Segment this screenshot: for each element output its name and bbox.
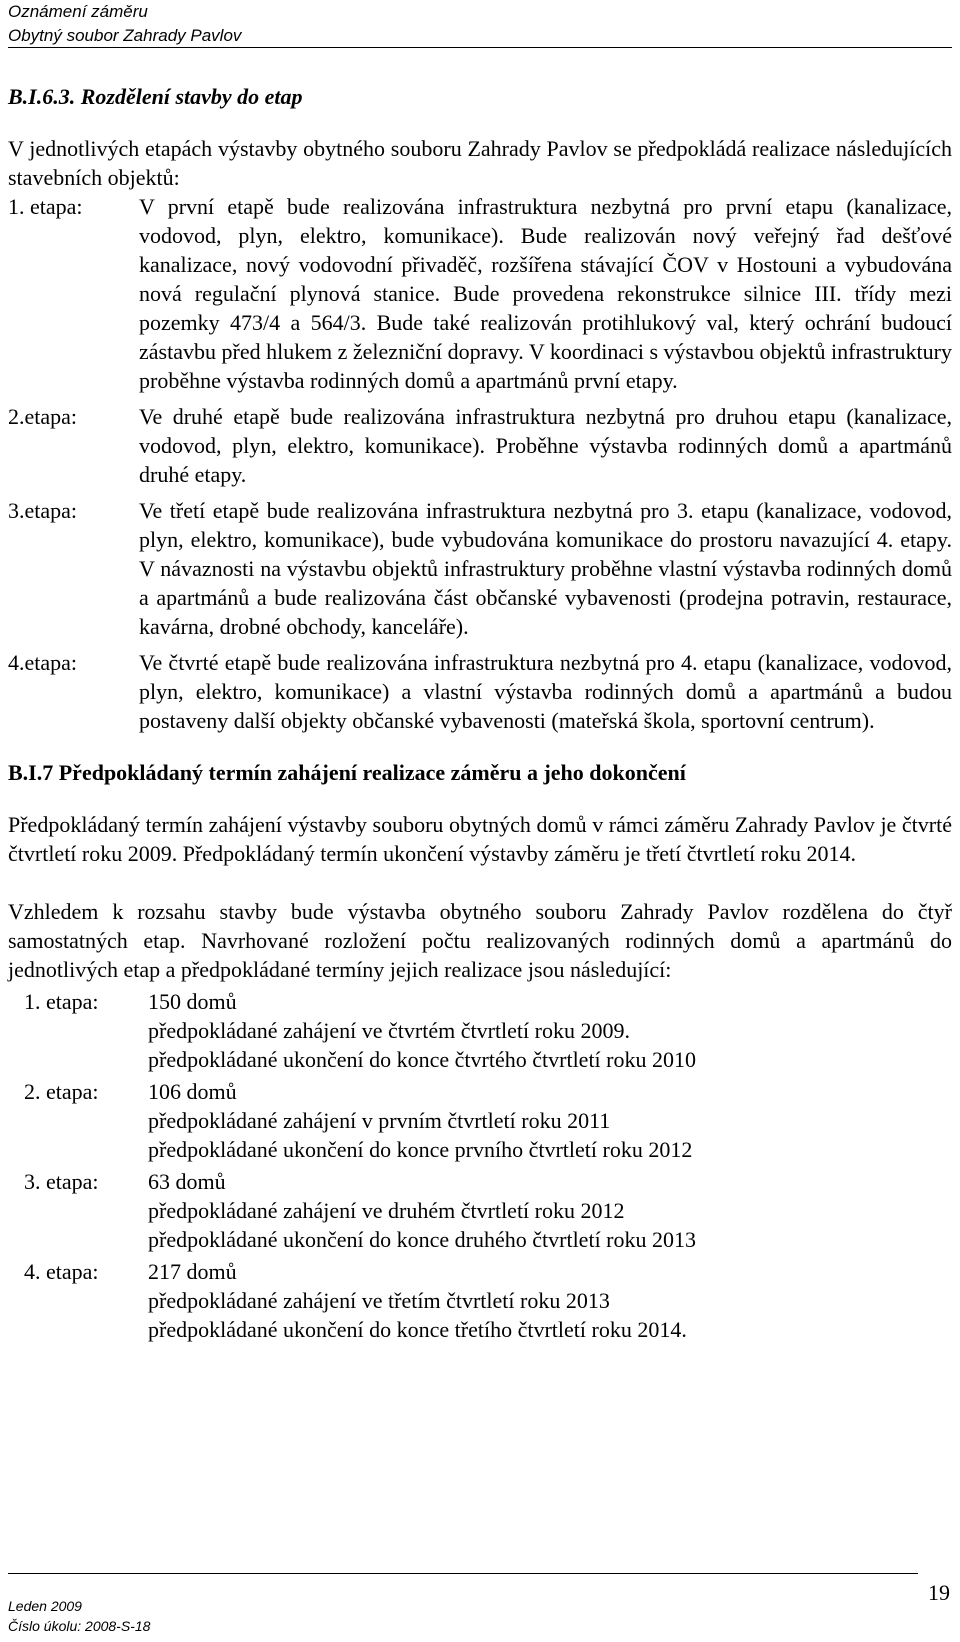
etapa-label: 4.etapa: (8, 650, 78, 675)
section-heading-b-i-6-3: B.I.6.3. Rozdělení stavby do etap (8, 84, 303, 109)
schedule-label: 3. etapa: (24, 1169, 99, 1194)
schedule-end: předpokládané ukončení do konce třetího čtvrtletí roku 2014. (148, 1317, 687, 1342)
footer-task-number: Číslo úkolu: 2008-S-18 (8, 1618, 151, 1634)
schedule-count: 63 domů (148, 1169, 226, 1194)
etapa-label: 3.etapa: (8, 498, 78, 523)
etapa-item (8, 496, 952, 641)
etapa-item (8, 192, 952, 395)
schedule-count: 150 domů (148, 989, 237, 1014)
header-line-1: Oznámení záměru (8, 2, 148, 21)
schedule-end: předpokládané ukončení do konce prvního čtvrtletí roku 2012 (148, 1137, 693, 1162)
schedule-start: předpokládané zahájení v prvním čtvrtletí roku 2011 (148, 1108, 611, 1133)
section-intro: V jednotlivých etapách výstavby obytného souboru Zahrady Pavlov se předpokládá realizace následujících stavebních objektů: (8, 136, 952, 190)
schedule-start: předpokládané zahájení ve třetím čtvrtletí roku 2013 (148, 1288, 610, 1313)
schedule-start: předpokládané zahájení ve čtvrtém čtvrtletí roku 2009. (148, 1018, 630, 1043)
schedule-end: předpokládané ukončení do konce druhého čtvrtletí roku 2013 (148, 1227, 697, 1252)
etapa-text: Ve čtvrté etapě bude realizována infrastruktura nezbytná pro 4. etapu (kanalizace, vodovod, plyn, elektro, komunikace) a vlastní výstavba rodinných domů a apartmánů a budou postaveny další objekty občanské vybavenosti (mateřská škola, sportovní centrum). (139, 650, 952, 733)
etapa-label: 2.etapa: (8, 404, 78, 429)
schedule-label: 4. etapa: (24, 1259, 99, 1284)
footer-rule (8, 1573, 918, 1574)
schedule-item (8, 1167, 952, 1254)
header-rule (8, 47, 952, 48)
page-number: 19 (928, 1580, 950, 1605)
footer-date: Leden 2009 (8, 1598, 82, 1614)
schedule-start: předpokládané zahájení ve druhém čtvrtletí roku 2012 (148, 1198, 625, 1223)
etapa-text: V první etapě bude realizována infrastruktura nezbytná pro první etapu (kanalizace, vodovod, plyn, elektro, komunikace). Bude realizován nový veřejný řad dešťové kanalizace, nový vodovodní přivaděč, rozšířena stávající ČOV v Hostouni a vybudována nová regulační plynová stanice. Bude provedena rekonstrukce silnice III. třídy mezi pozemky 473/4 a 564/3. Bude také realizován protihlukový val, který ochrání budoucí zástavbu před hlukem z železniční dopravy. V koordinaci s výstavbou objektů infrastruktury proběhne výstavba rodinných domů a apartmánů první etapy. (139, 194, 952, 393)
etapa-item (8, 402, 952, 489)
paragraph-term: Předpokládaný termín zahájení výstavby souboru obytných domů v rámci záměru Zahrady Pavlov je čtvrté čtvrtletí roku 2009. Předpokládaný termín ukončení výstavby záměru je třetí čtvrtletí roku 2014. (8, 812, 952, 866)
page-content (8, 82, 952, 1344)
etapa-label: 1. etapa: (8, 194, 83, 219)
page-footer (8, 1596, 150, 1636)
schedule-end: předpokládané ukončení do konce čtvrtého čtvrtletí roku 2010 (148, 1047, 696, 1072)
schedule-count: 217 domů (148, 1259, 237, 1284)
paragraph-etapy-overview: Vzhledem k rozsahu stavby bude výstavba obytného souboru Zahrady Pavlov rozdělena do čtyř samostatných etap. Navrhované rozložení počtu realizovaných rodinných domů a apartmánů do jednotlivých etap a předpokládané termíny jejich realizace jsou následující: (8, 899, 952, 982)
schedule-item (8, 1077, 952, 1164)
schedule-count: 106 domů (148, 1079, 237, 1104)
schedule-item (8, 987, 952, 1074)
etapa-text: Ve druhé etapě bude realizována infrastruktura nezbytná pro druhou etapu (kanalizace, vodovod, plyn, elektro, komunikace). Proběhne výstavba rodinných domů a apartmánů druhé etapy. (139, 404, 952, 487)
schedule-item (8, 1257, 952, 1344)
etapa-item (8, 648, 952, 735)
page-header (8, 0, 952, 48)
schedule-label: 2. etapa: (24, 1079, 99, 1104)
etapa-text: Ve třetí etapě bude realizována infrastruktura nezbytná pro 3. etapu (kanalizace, vodovod, plyn, elektro, komunikace), bude vybudována komunikace do prostoru navazující 4. etapy. V návaznosti na výstavbu objektů infrastruktury proběhne vlastní výstavba rodinných domů a apartmánů a bude realizována část občanské vybavenosti (prodejna potravin, restaurace, kavárna, drobné obchody, kanceláře). (139, 498, 952, 639)
schedule-label: 1. etapa: (24, 989, 99, 1014)
header-line-2: Obytný soubor Zahrady Pavlov (8, 26, 242, 45)
section-heading-b-i-7: B.I.7 Předpokládaný termín zahájení realizace záměru a jeho dokončení (8, 760, 686, 785)
